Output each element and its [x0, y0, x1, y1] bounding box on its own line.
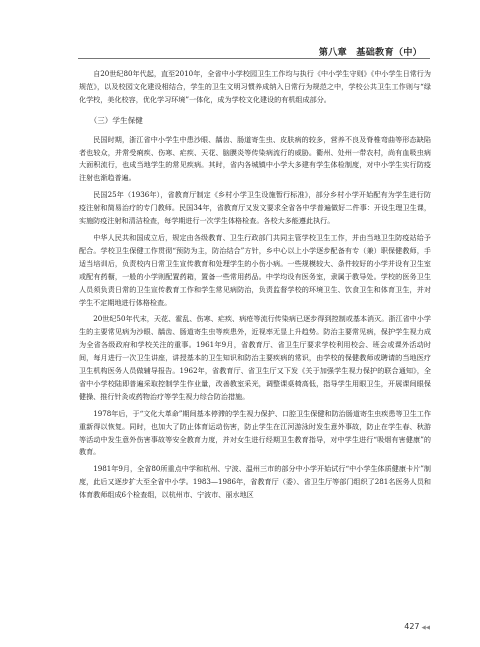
paragraph: 民国25年（1936年），省教育厅制定《乡村小学卫生设施暂行标准》，部分乡村小学开始配有为学生进行防疫注射和简易治疗的专门教师。民国34年，省教育厅又发文要求全省各中学普遍做好二件事：开设生理卫生课，实施防疫注射和清洁检查，每学期进行一次学生体格检查。各校大多能遵此执行。	[79, 190, 431, 226]
page-number-value: 427	[404, 622, 420, 631]
header-rule	[78, 58, 430, 59]
paragraph: 1978年后，于“文化大革命”期间基本停滞的学生视力保护、口腔卫生保健和防治肠道寄生虫疾患等卫生工作重新得以恢复。同时，也加大了防止体育运动伤害，防止学生在江河游泳时发生意外事故，防止在学生春、秋游等活动中发生意外伤害事故等安全教育力度，并对女生进行经期卫生教育指导，对中学生进行“吸烟有害健康”的教育。	[79, 408, 431, 457]
section-heading: （三）学生保健	[89, 115, 143, 125]
paragraph: 自20世纪80年代起，直至2010年，全省中小学校园卫生工作均与执行《中小学生守则》《中小学生日常行为规范》，以及校园文化建设相结合，学生的卫生文明习惯养成纳入日常行为规范之中，学校公共卫生工作则与“绿化学校，美化校容，优化学习环境”一体化，成为学校文化建设的有机组成部分。	[79, 69, 431, 104]
paragraph: 民国时期，浙江省中小学生中患沙眼、龋齿、肠道寄生虫、皮肤病的较多，营养不良及脊椎弯曲等形态缺陷者也较众，并常受痢疾、伤寒、疟疾、天花、脑膜炎等传染病流行的威胁。衢州、处州一带农村，尚有血吸虫病大面积流行，也成当地学生的常见疾病。其时，省内各城镇中小学大多建有学生体检制度，对中小学生实行防疫注射也渐趋普遍。	[79, 134, 431, 183]
body-text	[79, 68, 431, 506]
page-number	[404, 622, 430, 631]
page-marker-icon: ◀◀	[421, 625, 430, 631]
paragraph: 20世纪50年代末，天花、霍乱、伤寒、疟疾、病疮等流行传染病已逐步得到控制或基本消灭。浙江省中小学生的主要常见病为沙眼、龋齿、肠道寄生虫等疾患外，近视率无显上升趋势。防治主要常见病，保护学生视力成为全省各级政府和学校关注的重事。1961年9月，省教育厅、省卫生厅要求学校利用校会、班会或课外活动时间，每月进行一次卫生讲座，讲授基本的卫生知识和防治主要疾病的常识，由学校的保健教师或聘请的当地医疗卫生机构医务人员做辅导报告。1962年，省教育厅、省卫生厅又下发《关于加强学生视力保护的联合通知》，全省中小学校陆即普遍采取控制学生作业量，改善教室采光，调整课桌椅高低，指导学生用眼卫生，开展课间眼保健操、推行针灸或药物治疗等学生视力综合防治措施。	[79, 314, 431, 401]
chapter-header: 第八章 基础教育（中）	[318, 47, 422, 58]
paragraph: 1981年9月，全省80所重点中学和杭州、宁波、温州三市的部分中小学开始试行“中小学生体质健康卡片”制度，此后又逐步扩大至全省中小学。1983—1986年，省教育厅（委）、省卫生厅等部门组织了281名医务人员和体育教师组成6个检查组，以杭州市、宁波市、丽水地区	[79, 464, 431, 500]
paragraph: 中华人民共和国成立后，规定由各级教育、卫生行政部门共同主管学校卫生工作，并由当地卫生防疫站给予配合。学校卫生保健工作贯彻“预防为主，防治结合”方针，乡中心以上小学逐步配备有专（兼）职保健教师，手适当培训后，负责校内日常卫生宣传教育和处理学生的小伤小病。一些规模较大、条件较好的小学并设有卫生室或配有药橱，一般的小学则配置药箱，置备一些常用药品。中学均设有医务室，隶属于教导处。学校的医务卫生人员须负责日常的卫生宣传教育工作和学生常见病防治，负责监督学校的环境卫生、饮食卫生和体育卫生，并对学生不定期地进行体格检查。	[79, 232, 431, 307]
